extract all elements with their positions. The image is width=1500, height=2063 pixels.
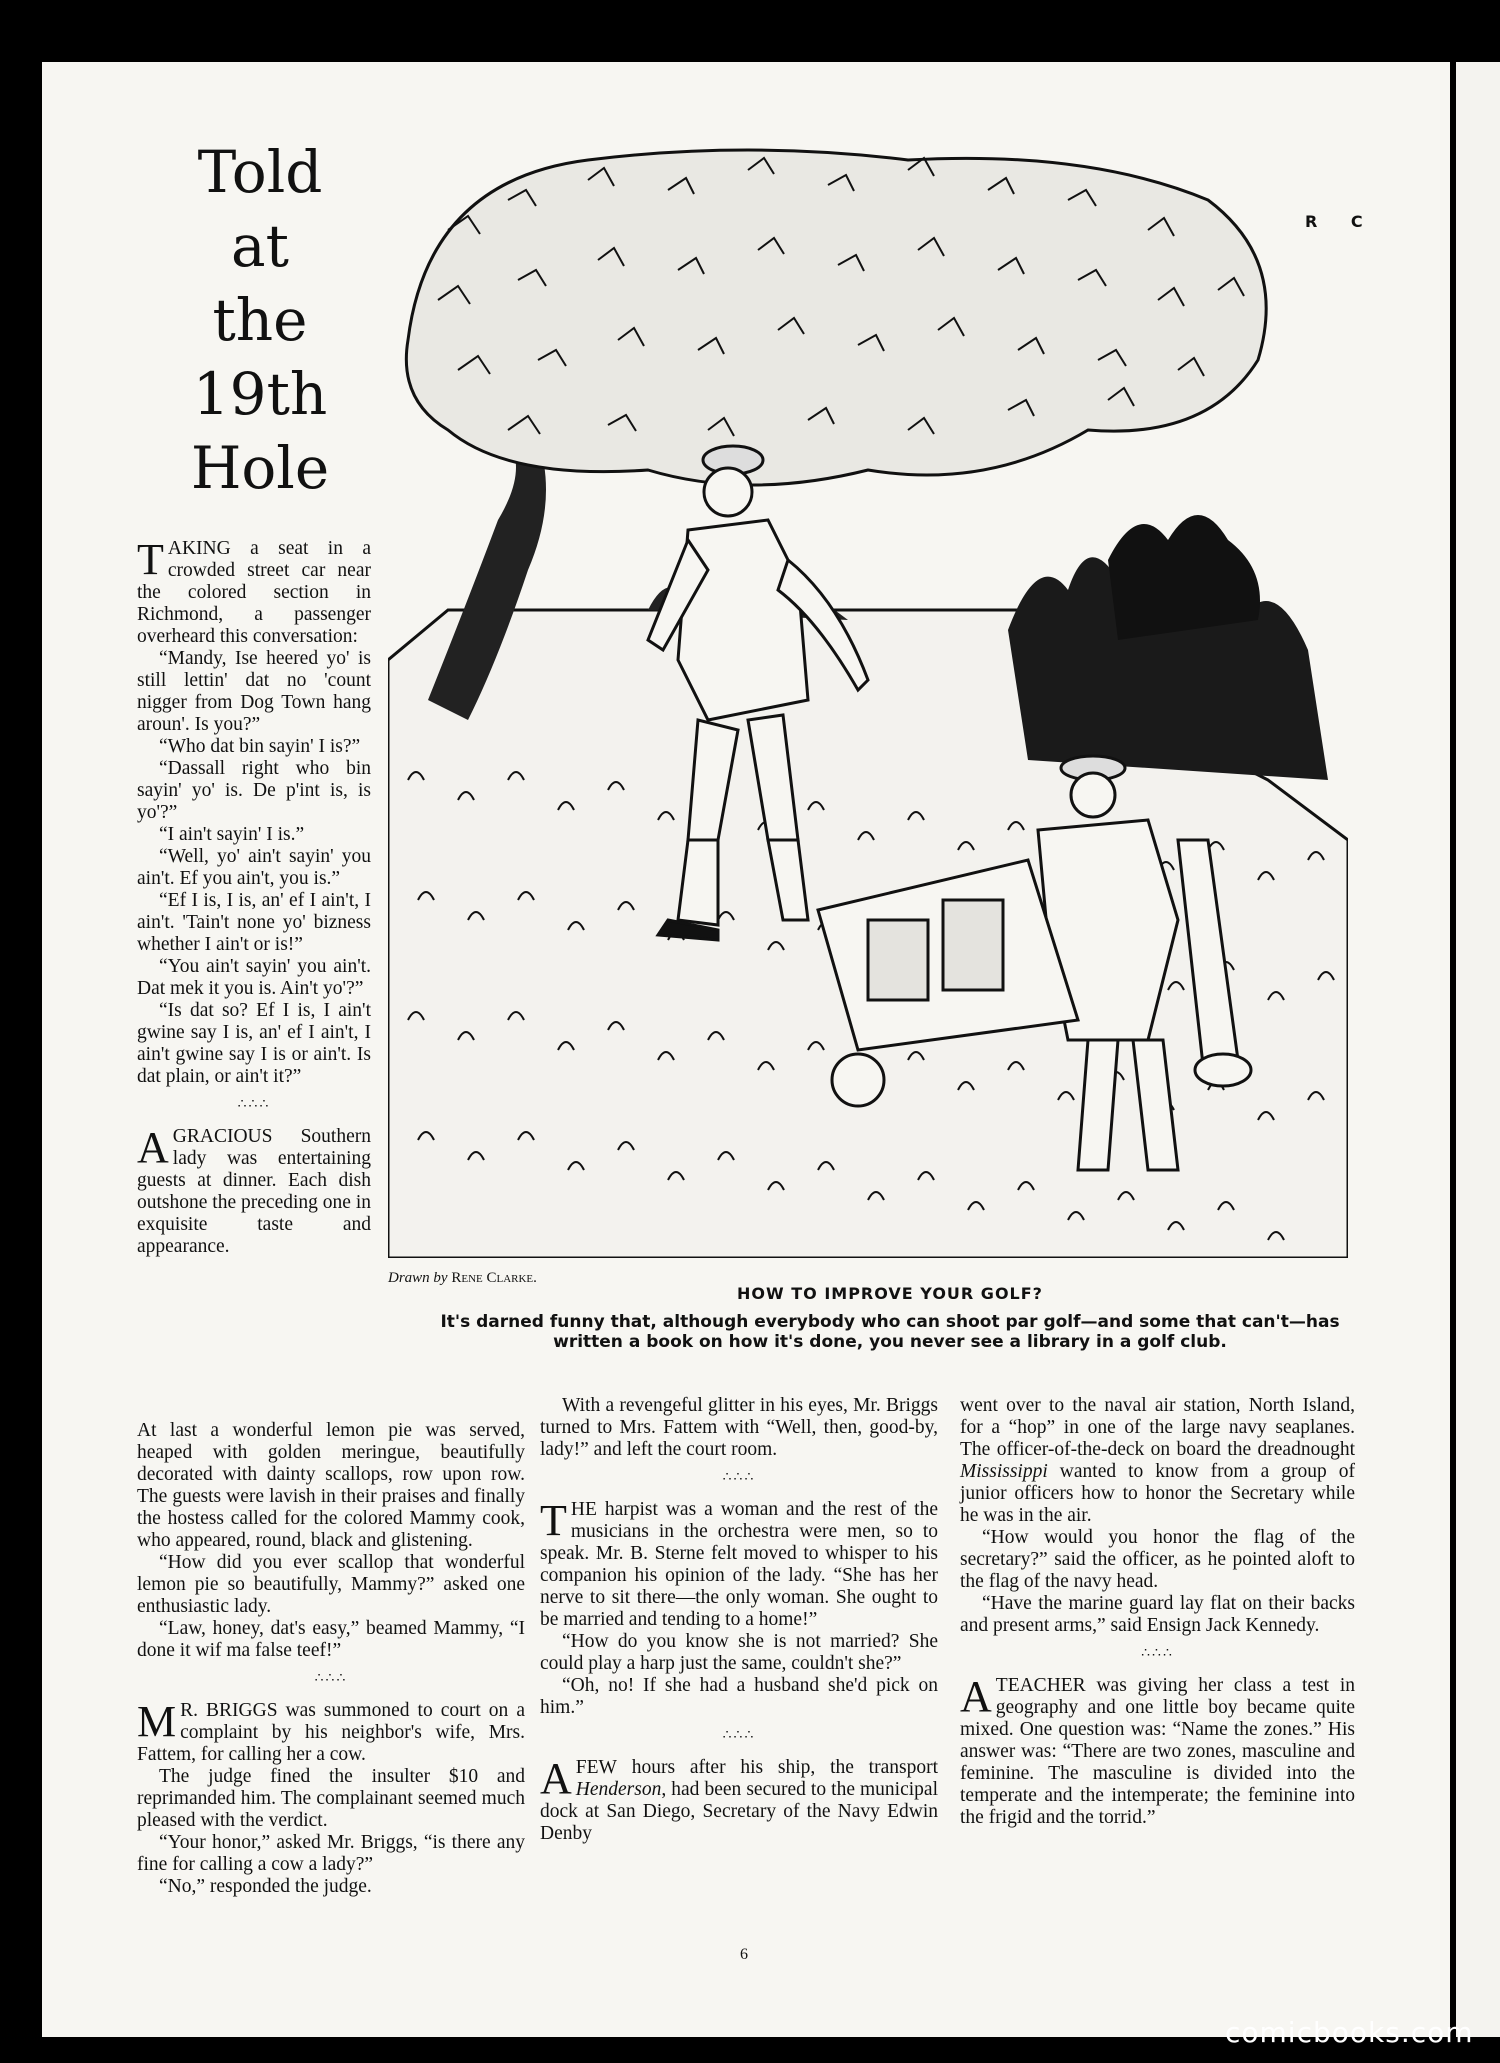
title-line: at (231, 212, 289, 280)
separator: ∴∴∴ (237, 1097, 271, 1112)
drop-cap: T (137, 535, 164, 584)
separator: ∴∴∴ (722, 1728, 756, 1743)
column-right (960, 1395, 1355, 1829)
story-paragraph: “Oh, no! If she had a husband she'd pick on him.” (540, 1675, 938, 1718)
story-text: harpist was a woman and the rest of the musicians in the orchestra were men, so to speak. Mr. B. Sterne felt moved to whisper to his companion his opinion of the lady. “She has her nerve to sit there—the only woman. She ought to be married and tending to a home!” (540, 1499, 938, 1630)
separator: ∴∴∴ (314, 1671, 348, 1686)
lead-word: R. BRIGGS (180, 1700, 278, 1721)
article-title (150, 135, 370, 505)
story-paragraph: “Is dat so? Ef I is, I ain't gwine say I is, an' ef I ain't, I ain't gwine say I is or ain't. Is dat plain, or ain't it?” (137, 1000, 371, 1087)
story-paragraph: “Who dat bin sayin' I is?” (159, 736, 361, 757)
story-paragraph: At last a wonderful lemon pie was served, heaped with golden meringue, beautifully decorated with dainty scallops, row upon row. The guests were lavish in their praises and finally the hostess called for the colored Mammy cook, who appeared, round, black and glistening. (137, 1420, 525, 1551)
lead-word: FEW (575, 1757, 617, 1778)
story-paragraph: The judge fined the insulter $10 and reprimanded him. The complainant seemed much pleased with the verdict. (137, 1766, 525, 1831)
story-text: was giving her class a test in geography and one little boy became quite mixed. One question was: “Name the zones.” His answer was: “There are two zones, masculine and feminine. The masculine is divided into the temperate and the intemperate; the feminine into the frigid and the torrid.” (960, 1675, 1355, 1828)
lead-word: AKING (167, 538, 231, 559)
story-paragraph (137, 535, 371, 648)
story-text: went over to the naval air station, North Island, for a “hop” in one of the large navy seaplanes. The officer-of-the-deck on board the dreadnought (960, 1395, 1355, 1460)
story-paragraph: “No,” responded the judge. (159, 1876, 372, 1897)
story-paragraph (137, 1697, 525, 1766)
drop-cap: A (137, 1123, 169, 1172)
story-text: Southern lady was entertaining guests at dinner. Each dish outshone the preceding one in exquisite taste and appearance. (137, 1126, 371, 1257)
drop-cap: M (137, 1697, 177, 1746)
page-number: 6 (740, 1946, 748, 1963)
story-paragraph: “How would you honor the flag of the secretary?” said the officer, as he pointed aloft to the flag of the navy head. (960, 1527, 1355, 1592)
story-text: hours after his ship, the transport (616, 1757, 938, 1778)
story-paragraph: “I ain't sayin' I is.” (159, 824, 305, 845)
story-text: was summoned to court on a complaint by his neighbor's wife, Mrs. Fattem, for calling her a cow. (137, 1700, 525, 1765)
site-watermark: comicbooks.com (1225, 2016, 1474, 2049)
story-paragraph: “How do you know she is not married? She could play a harp just the same, couldn't she?” (540, 1631, 938, 1674)
story-paragraph (540, 1754, 938, 1845)
next-page-edge (1456, 62, 1500, 2037)
lead-word: TEACHER (995, 1675, 1086, 1696)
story-text: wanted to know from a group of junior officers how to honor the Secretary while he was in the air. (960, 1461, 1355, 1526)
lead-word: HE (570, 1499, 597, 1520)
story-text: a seat in a crowded street car near the colored section in Richmond, a passenger overheard this conversation: (137, 538, 371, 647)
story-paragraph: “Dassall right who bin sayin' yo' is. De p'int is, is yo'?” (137, 758, 371, 823)
story-paragraph (137, 1123, 371, 1258)
story-paragraph (960, 1395, 1355, 1527)
story-paragraph: “Your honor,” asked Mr. Briggs, “is there any fine for calling a cow a lady?” (137, 1832, 525, 1875)
story-paragraph: “You ain't sayin' you ain't. Dat mek it you is. Ain't yo'?” (137, 956, 371, 999)
ship-name: Henderson (575, 1779, 662, 1800)
ship-name: Mississippi (960, 1461, 1048, 1482)
lead-word: GRACIOUS (172, 1126, 273, 1147)
separator: ∴∴∴ (722, 1470, 756, 1485)
caption-text: It's darned funny that, although everybody who can shoot par golf—and some that can't—has written a book on how it's done, you never see a library in a golf club. (440, 1312, 1340, 1352)
credit-prefix: Drawn by (388, 1270, 448, 1286)
story-paragraph: “How did you ever scallop that wonderful lemon pie so beautifully, Mammy?” asked one enthusiastic lady. (137, 1552, 525, 1617)
story-paragraph: “Mandy, Ise heered yo' is still lettin' dat no 'count nigger from Dog Town hang aroun'. Is you?” (137, 648, 371, 735)
drop-cap: A (960, 1672, 992, 1721)
story-paragraph (960, 1672, 1355, 1829)
title-line: 19th (192, 360, 328, 428)
column-left-wide (137, 1420, 525, 1898)
title-line: Hole (190, 434, 330, 502)
story-paragraph: “Law, honey, dat's easy,” beamed Mammy, “I done it wif ma false teef!” (137, 1618, 525, 1661)
drop-cap: A (540, 1754, 572, 1803)
credit-name: Rene Clarke. (451, 1270, 537, 1286)
story-paragraph (540, 1496, 938, 1631)
story-paragraph: “Have the marine guard lay flat on their backs and present arms,” said Ensign Jack Kennedy. (960, 1593, 1355, 1636)
story-paragraph: With a revengeful glitter in his eyes, Mr. Briggs turned to Mrs. Fattem with “Well, then, good-by, lady!” and left the court room. (540, 1395, 938, 1460)
golf-illustration (388, 140, 1348, 1258)
title-line: Told (197, 138, 323, 206)
artist-signature: R C (1305, 212, 1377, 231)
drop-cap: T (540, 1496, 567, 1545)
column-middle (540, 1395, 938, 1845)
column-left-narrow (137, 535, 371, 1258)
separator: ∴∴∴ (1141, 1646, 1174, 1661)
story-text: , had been secured to the municipal dock at San Diego, Secretary of the Navy Edwin Denby (540, 1779, 938, 1844)
caption-heading: HOW TO IMPROVE YOUR GOLF? (737, 1284, 1043, 1303)
story-paragraph: “Well, yo' ain't sayin' you ain't. Ef you ain't, you is.” (137, 846, 371, 889)
title-line: the (212, 286, 308, 354)
story-paragraph: “Ef I is, I is, an' ef I ain't, I ain't. 'Tain't none yo' bizness whether I ain't or is!” (137, 890, 371, 955)
